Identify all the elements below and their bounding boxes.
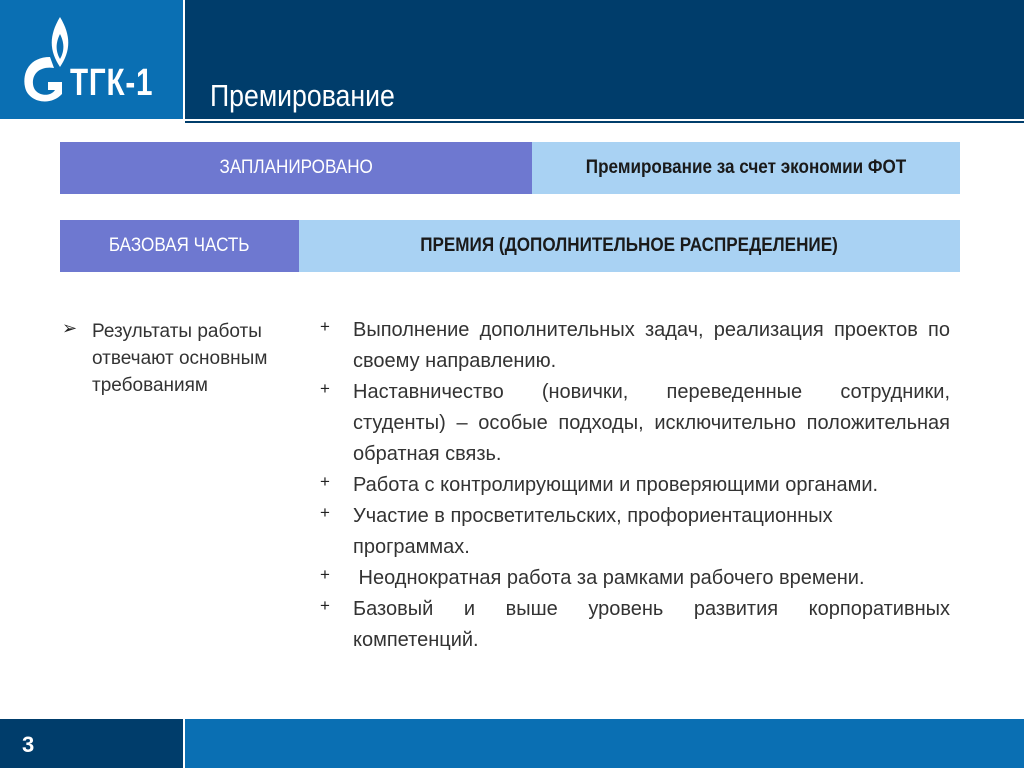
base-part-label: БАЗОВАЯ ЧАСТЬ xyxy=(109,235,250,256)
page-title: Премирование xyxy=(210,78,395,113)
table-row-base xyxy=(60,220,960,272)
plus-icon: + xyxy=(320,503,330,522)
list-item-text: Наставничество (новички, переведенные сотрудники, студенты) – особые подходы, исключительно положительная обратная связь. xyxy=(353,381,950,465)
list-item-text: Базовый и выше уровень развития корпоративных компетенций. xyxy=(353,598,950,651)
page-number: 3 xyxy=(22,732,35,757)
plus-icon: + xyxy=(320,472,330,491)
footer-bar xyxy=(185,719,1024,768)
list-item-text: Выполнение дополнительных задач, реализация проектов по своему направлению. xyxy=(353,319,950,372)
table-row-planned xyxy=(60,142,960,194)
list-item-text: Работа с контролирующими и проверяющими органами. xyxy=(353,474,879,496)
plus-icon: + xyxy=(320,317,330,336)
base-part-bullet xyxy=(62,318,292,399)
list-item-text: Участие в просветительских, профориентационных программах. xyxy=(353,505,833,558)
list-item xyxy=(320,563,950,594)
plus-icon: + xyxy=(320,596,330,615)
plus-icon: + xyxy=(320,379,330,398)
list-item xyxy=(320,315,950,377)
list-item xyxy=(320,501,950,563)
header-divider xyxy=(185,121,1024,123)
plus-icon: + xyxy=(320,565,330,584)
planned-label: ЗАПЛАНИРОВАНО xyxy=(219,157,373,178)
flame-logo-icon xyxy=(20,12,70,107)
bonus-distribution-cell xyxy=(299,220,960,272)
bonus-fot-cell xyxy=(532,142,960,194)
logo-text: ТГК-1 xyxy=(70,62,154,104)
base-part-text: Результаты работы отвечают основным требованиям xyxy=(92,321,268,396)
bonus-distribution-label: ПРЕМИЯ (ДОПОЛНИТЕЛЬНОЕ РАСПРЕДЕЛЕНИЕ) xyxy=(420,235,839,256)
list-item xyxy=(320,377,950,470)
list-item-text: Неоднократная работа за рамками рабочего времени. xyxy=(353,567,865,589)
bonus-bullet-list xyxy=(320,315,950,656)
list-item xyxy=(320,594,950,656)
base-part-cell xyxy=(60,220,299,272)
logo xyxy=(0,0,183,119)
arrow-bullet-icon: ➢ xyxy=(62,318,78,338)
list-item xyxy=(320,470,950,501)
bonus-fot-label: Премирование за счет экономии ФОТ xyxy=(585,157,907,178)
planned-cell xyxy=(60,142,532,194)
